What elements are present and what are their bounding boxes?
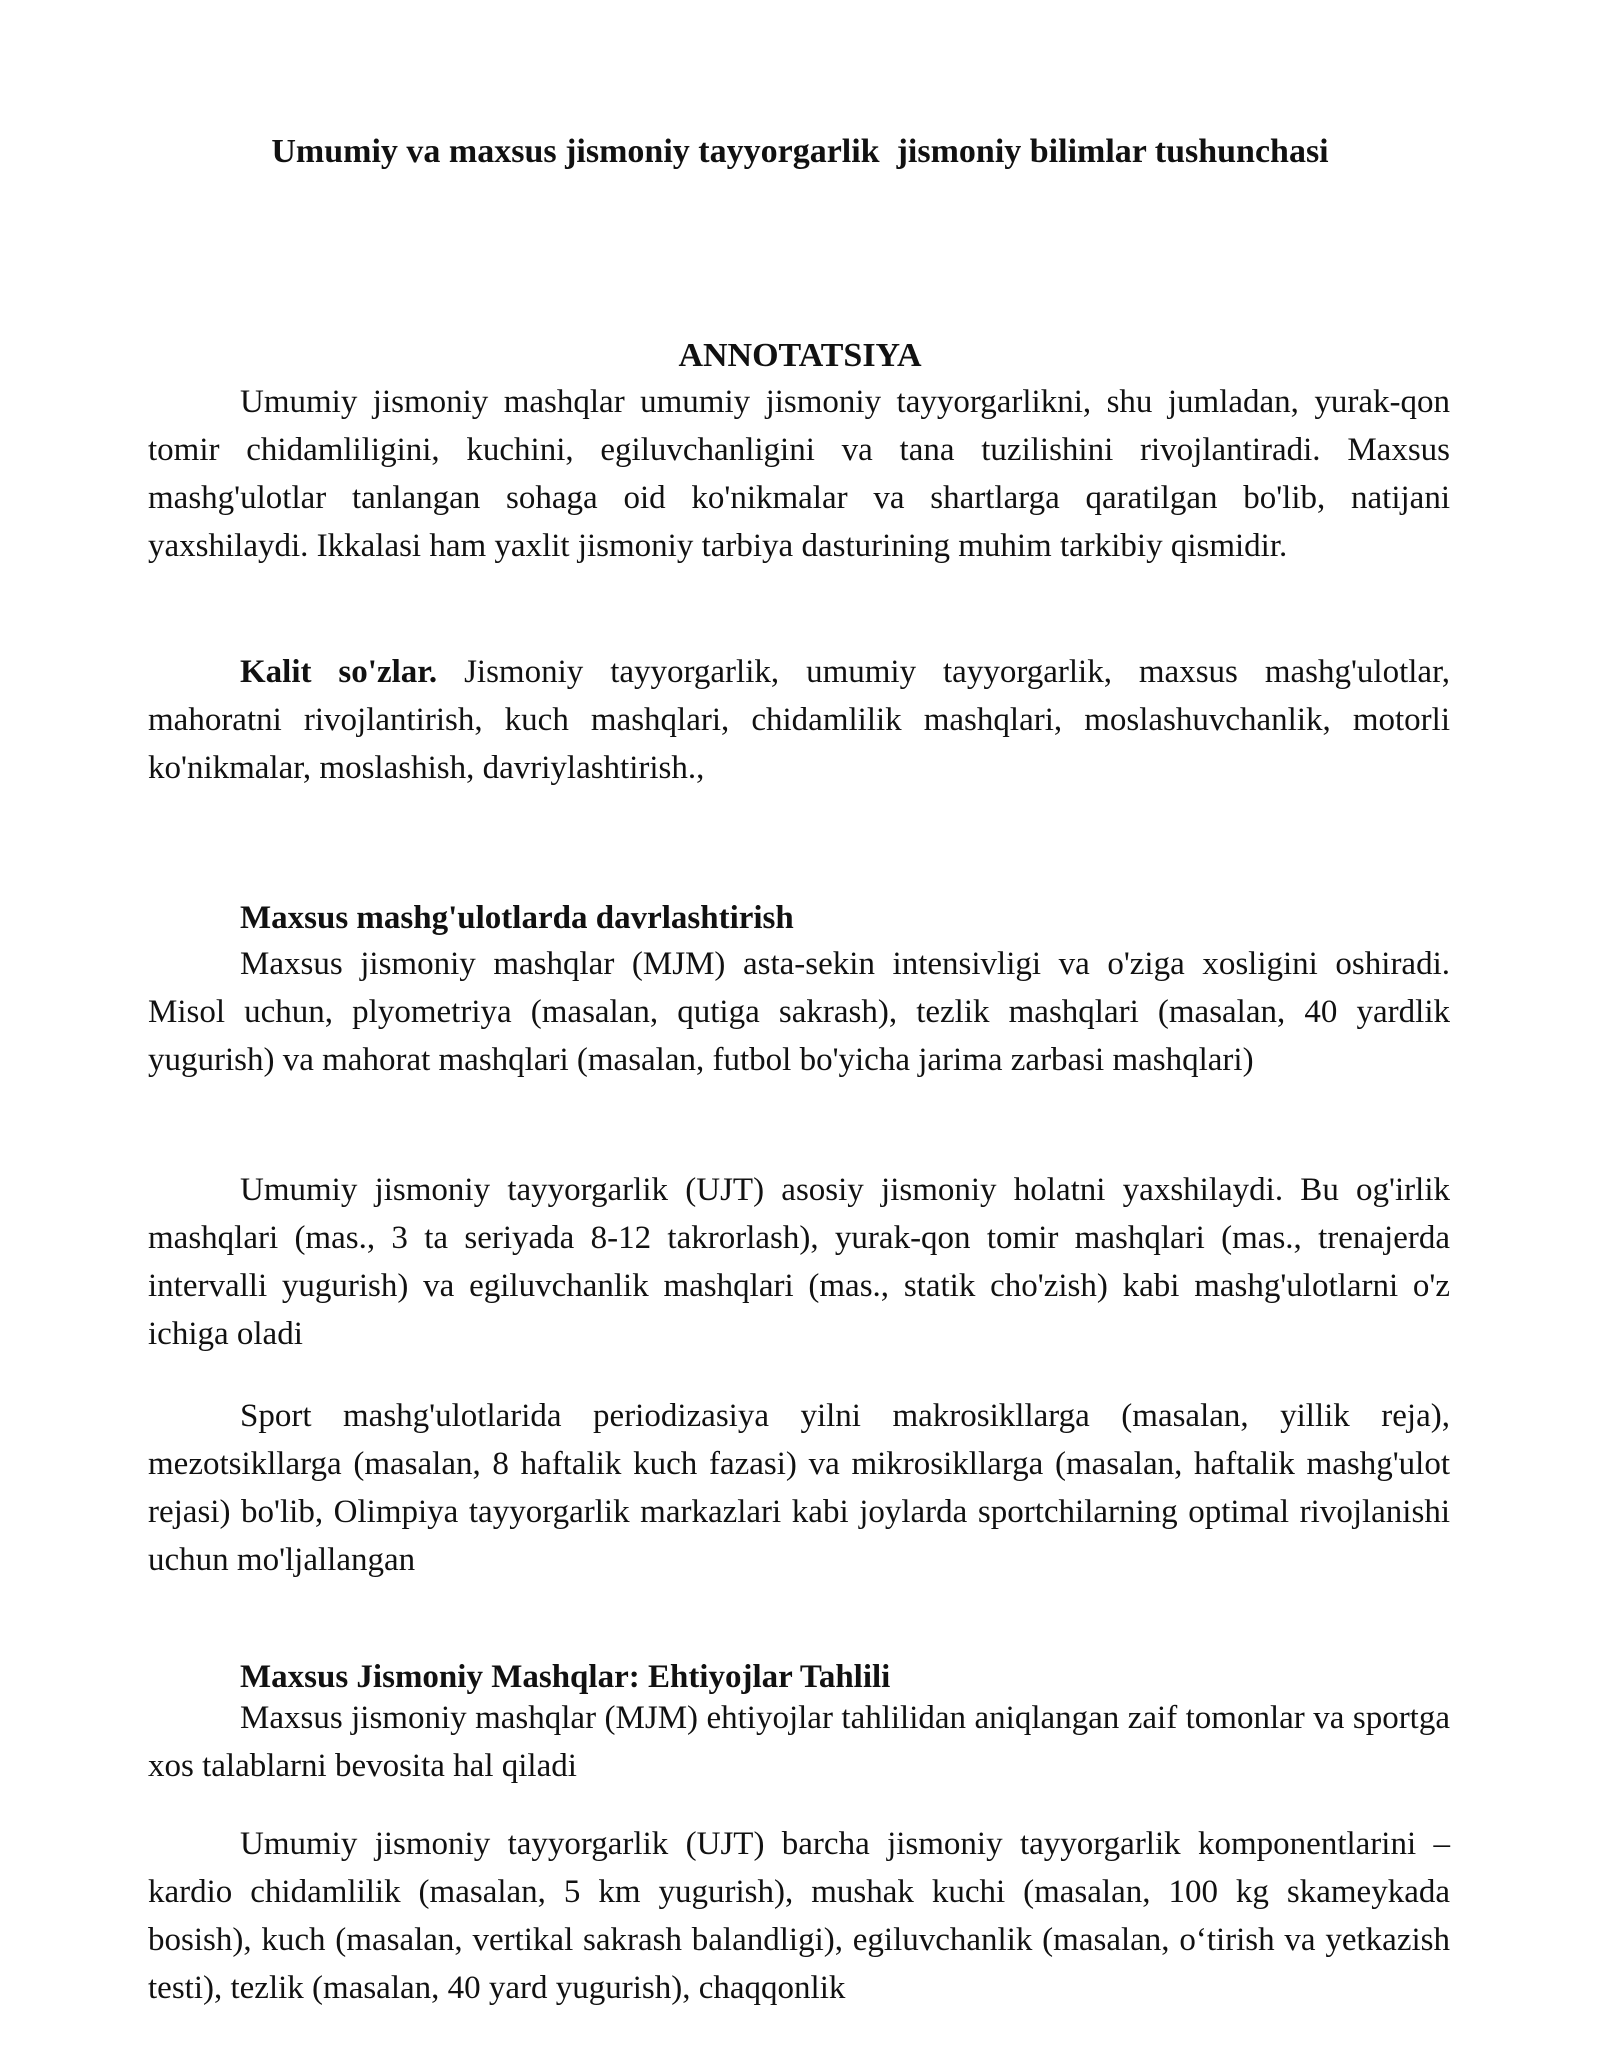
keywords-paragraph xyxy=(148,648,1450,792)
section-heading-periodization: Maxsus mashg'ulotlarda davrlashtirish xyxy=(240,900,794,936)
section1-paragraph-1: Maxsus jismoniy mashqlar (MJM) asta-sekin intensivligi va o'ziga xosligini oshiradi. Misol uchun, plyometriya (masalan, qutiga sakrash), tezlik mashqlari (masalan, 40 yardlik yugurish) va mahorat mashqlari (masalan, futbol bo'yicha jarima zarbasi mashqlari) xyxy=(148,946,1450,1078)
annotation-heading: ANNOTATSIYA xyxy=(678,337,922,374)
annotation-paragraph: Umumiy jismoniy mashqlar umumiy jismoniy tayyorgarlikni, shu jumladan, yurak-qon tomir chidamliligini, kuchini, egiluvchanligini va tana tuzilishini rivojlantiradi. Maxsus mashg'ulotlar tanlangan sohaga oid ko'nikmalar va shartlarga qaratilgan bo'lib, natijani yaxshilaydi. Ikkalasi ham yaxlit jismoniy tarbiya dasturining muhim tarkibiy qismidir. xyxy=(148,384,1450,564)
section2-paragraph-1: Maxsus jismoniy mashqlar (MJM) ehtiyojlar tahlilidan aniqlangan zaif tomonlar va sportga xos talablarni bevosita hal qiladi xyxy=(148,1700,1450,1784)
section1-paragraph-2: Umumiy jismoniy tayyorgarlik (UJT) asosiy jismoniy holatni yaxshilaydi. Bu og'irlik mashqlari (mas., 3 ta seriyada 8-12 takrorlash), yurak-qon tomir mashqlari (mas., trenajerda intervalli yugurish) va egiluvchanlik mashqlari (mas., statik cho'zish) kabi mashg'ulotlarni o'z ichiga oladi xyxy=(148,1172,1450,1352)
section-heading-needs-analysis: Maxsus Jismoniy Mashqlar: Ehtiyojlar Tahlili xyxy=(240,1659,891,1695)
section2-paragraph-2: Umumiy jismoniy tayyorgarlik (UJT) barcha jismoniy tayyorgarlik komponentlarini – kardio chidamlilik (masalan, 5 km yugurish), mushak kuchi (masalan, 100 kg skameykada bosish), kuch (masalan, vertikal sakrash balandligi), egiluvchanlik (masalan, o‘tirish va yetkazish testi), tezlik (masalan, 40 yard yugurish), chaqqonlik xyxy=(148,1826,1450,2006)
document-title: Umumiy va maxsus jismoniy tayyorgarlik jismoniy bilimlar tushunchasi xyxy=(271,133,1329,170)
keywords-label: Kalit so'zlar. xyxy=(240,654,438,690)
section1-paragraph-3: Sport mashg'ulotlarida periodizasiya yilni makrosikllarga (masalan, yillik reja), mezotsikllarga (masalan, 8 haftalik kuch fazasi) va mikrosikllarga (masalan, haftalik mashg'ulot rejasi) bo'lib, Olimpiya tayyorgarlik markazlari kabi joylarda sportchilarning optimal rivojlanishi uchun mo'ljallangan xyxy=(148,1398,1450,1578)
keywords-text: Jismoniy tayyorgarlik, umumiy tayyorgarlik, maxsus mashg'ulotlar, mahoratni rivojlantirish, kuch mashqlari, chidamlilik mashqlari, moslashuvchanlik, motorli ko'nikmalar, moslashish, davriylashtirish., xyxy=(148,654,1450,786)
